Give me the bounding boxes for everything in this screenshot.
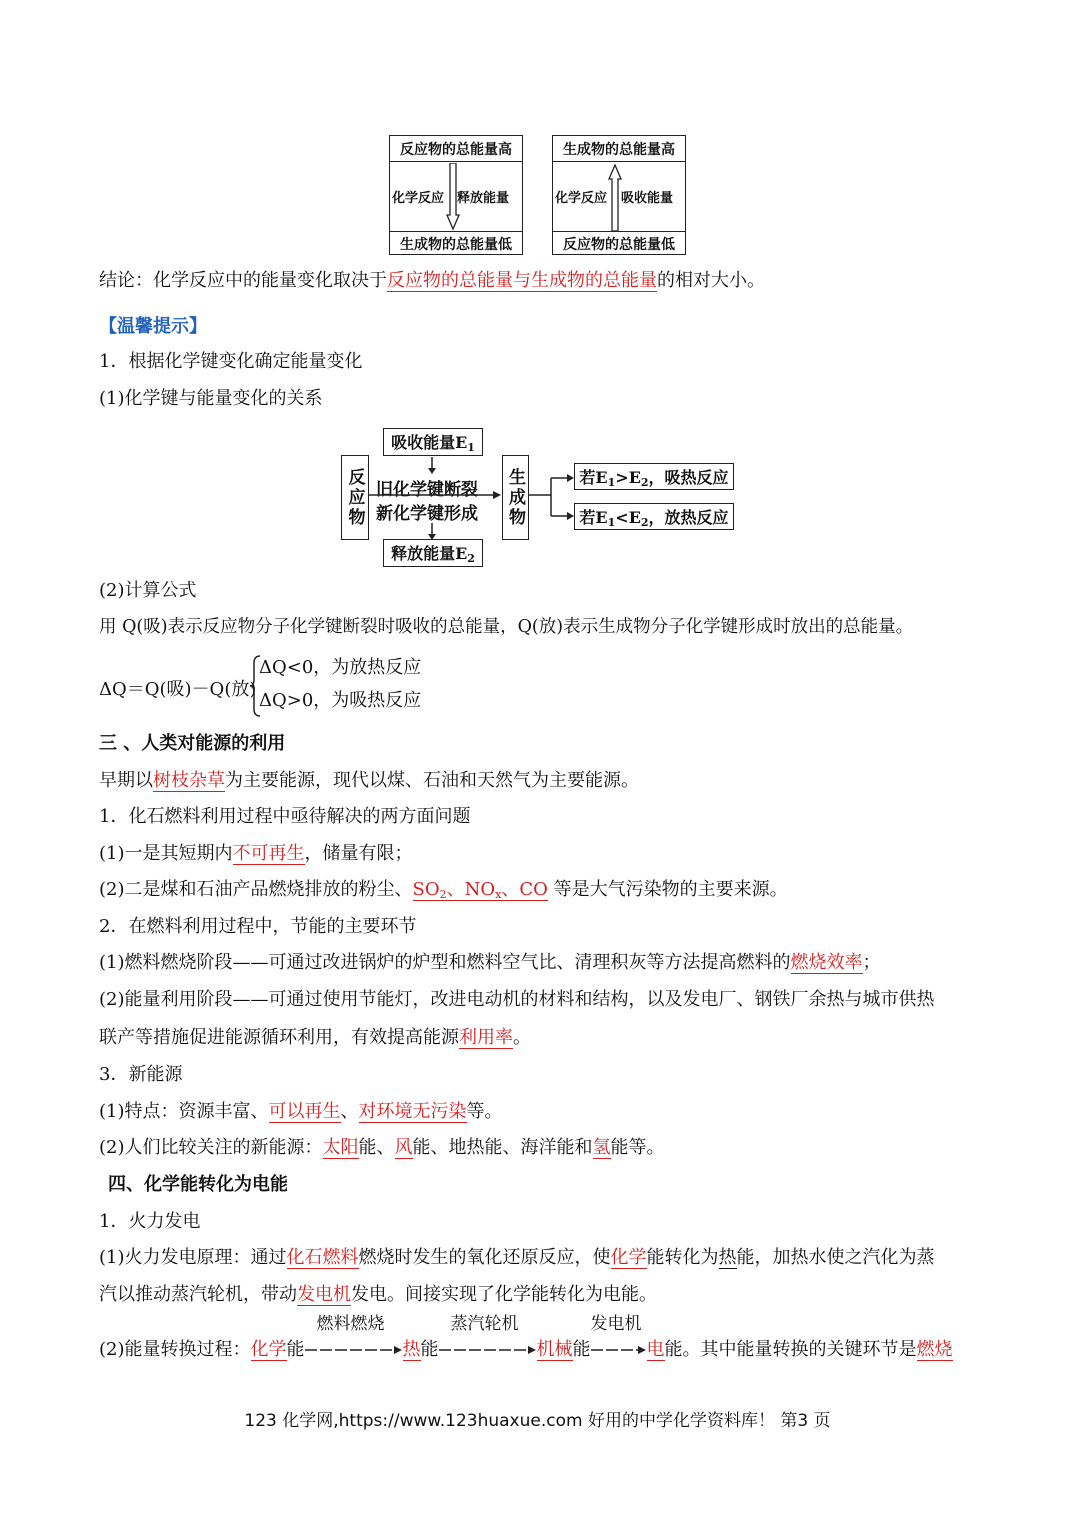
s4-item-1: 1．火力发电 — [99, 1211, 201, 1232]
branch-arrows-icon — [529, 470, 575, 530]
s4-item-1-2: (2)能量转换过程：化学能 燃料燃烧 热能 蒸汽轮机 机械能 发电机 电能。其中能量转换的关键环节是燃烧 — [99, 1337, 953, 1363]
exo-bottom-label: 生成物的总能量低 — [400, 237, 512, 253]
arrow-down-icon — [427, 457, 437, 475]
endo-bottom-label: 反应物的总能量低 — [563, 237, 675, 253]
release-energy-box: 释放能量$E_2$ — [383, 539, 483, 567]
s4-item-1-1a: (1)火力发电原理：通过化石燃料燃烧时发生的氧化还原反应，使化学能转化为热能，加热水使之汽化为蒸 — [99, 1247, 935, 1268]
arrow-right-icon — [591, 1345, 647, 1355]
calc-heading: (2)计算公式 — [99, 580, 197, 601]
s3-item-3-1: (1)特点：资源丰富、可以再生、对环境无污染等。 — [99, 1101, 503, 1122]
s3-item-2-1: (1)燃料燃烧阶段——可通过改进锅炉的炉型和燃料空气比、清理积灰等方法提高燃料的燃烧效率； — [99, 952, 881, 973]
arrow-turbine — [439, 1314, 537, 1360]
product-box: 生成物 — [502, 455, 529, 540]
diagram-endothermic — [552, 135, 686, 255]
endothermic-condition-box: 若$E_1>E_2$，吸热反应 — [574, 463, 734, 490]
bond-form-label: 新化学键形成 — [376, 504, 478, 524]
diagram-exothermic — [389, 135, 523, 255]
exothermic-condition-box: 若$E_1<E_2$，放热反应 — [574, 503, 734, 530]
s3-item-1: 1．化石燃料利用过程中亟待解决的两方面问题 — [99, 806, 471, 827]
endo-top-label: 生成物的总能量高 — [563, 142, 675, 158]
formula-lhs: ΔQ＝Q(吸)－Q(放) — [99, 679, 257, 700]
arrow-right-icon — [439, 1345, 537, 1355]
arrow-generator — [590, 1314, 647, 1360]
tip-1-1: (1)化学键与能量变化的关系 — [99, 388, 323, 409]
reactant-box: 反应物 — [341, 455, 369, 540]
arrow-right-icon — [369, 490, 502, 500]
arrow-right-icon — [305, 1345, 403, 1355]
s3-item-3-2: (2)人们比较关注的新能源：太阳能、风能、地热能、海洋能和氢能等。 — [99, 1137, 665, 1158]
exo-top-label: 反应物的总能量高 — [400, 142, 512, 158]
endo-mid-left: 化学反应 — [555, 191, 608, 206]
section-4-heading: 四、化学能转化为电能 — [108, 1174, 288, 1195]
bond-break-label: 旧化学键断裂 — [376, 480, 478, 500]
section-3-intro: 早期以树枝杂草为主要能源，现代以煤、石油和天然气为主要能源。 — [99, 770, 639, 791]
endo-mid-right: 吸收能量 — [621, 191, 674, 206]
arrow-turbine-label: 蒸汽轮机 — [450, 1314, 519, 1334]
absorb-energy-box: 吸收能量$E_1$ — [383, 428, 483, 456]
s4-item-1-1b: 汽以推动蒸汽轮机，带动发电机发电。间接实现了化学能转化为电能。 — [99, 1284, 657, 1305]
exo-mid-left: 化学反应 — [392, 191, 445, 206]
tip-heading: 【温馨提示】 — [99, 316, 207, 337]
s3-item-2-2b: 联产等措施促进能源循环利用，有效提高能源利用率。 — [99, 1027, 531, 1048]
arrow-combustion-label: 燃料燃烧 — [316, 1314, 385, 1334]
page-footer: 123 化学网,https://www.123huaxue.com 好用的中学化学资料库！ 第3 页 — [244, 1411, 831, 1431]
s3-item-1-2: (2)二是煤和石油产品燃烧排放的粉尘、$SO_2$、$NO_x$、CO 等是大气污染物的主要来源。 — [99, 879, 788, 901]
s3-item-2-2a: (2)能量利用阶段——可通过使用节能灯，改进电动机的材料和结构，以及发电厂、钢铁厂余热与城市供热 — [99, 989, 935, 1010]
s3-item-2: 2．在燃料利用过程中，节能的主要环节 — [99, 916, 417, 937]
s3-item-1-1: (1)一是其短期内不可再生，储量有限； — [99, 843, 413, 864]
formula-case-2: ΔQ>0，为吸热反应 — [259, 690, 422, 711]
calc-text: 用 Q(吸)表示反应物分子化学键断裂时吸收的总能量，Q(放)表示生成物分子化学键形成时放出的总能量。 — [99, 617, 914, 637]
arrow-generator-label: 发电机 — [590, 1314, 642, 1334]
exo-mid-right: 释放能量 — [457, 191, 510, 206]
s3-item-3: 3．新能源 — [99, 1064, 183, 1085]
section-3-heading: 三 、人类对能源的利用 — [99, 733, 286, 754]
up-arrow-icon — [608, 163, 622, 231]
conclusion: 结论：化学反应中的能量变化取决于反应物的总能量与生成物的总能量的相对大小。 — [99, 270, 765, 291]
arrow-combustion — [305, 1314, 403, 1360]
formula-case-1: ΔQ<0，为放热反应 — [259, 657, 422, 678]
tip-1: 1．根据化学键变化确定能量变化 — [99, 351, 363, 372]
